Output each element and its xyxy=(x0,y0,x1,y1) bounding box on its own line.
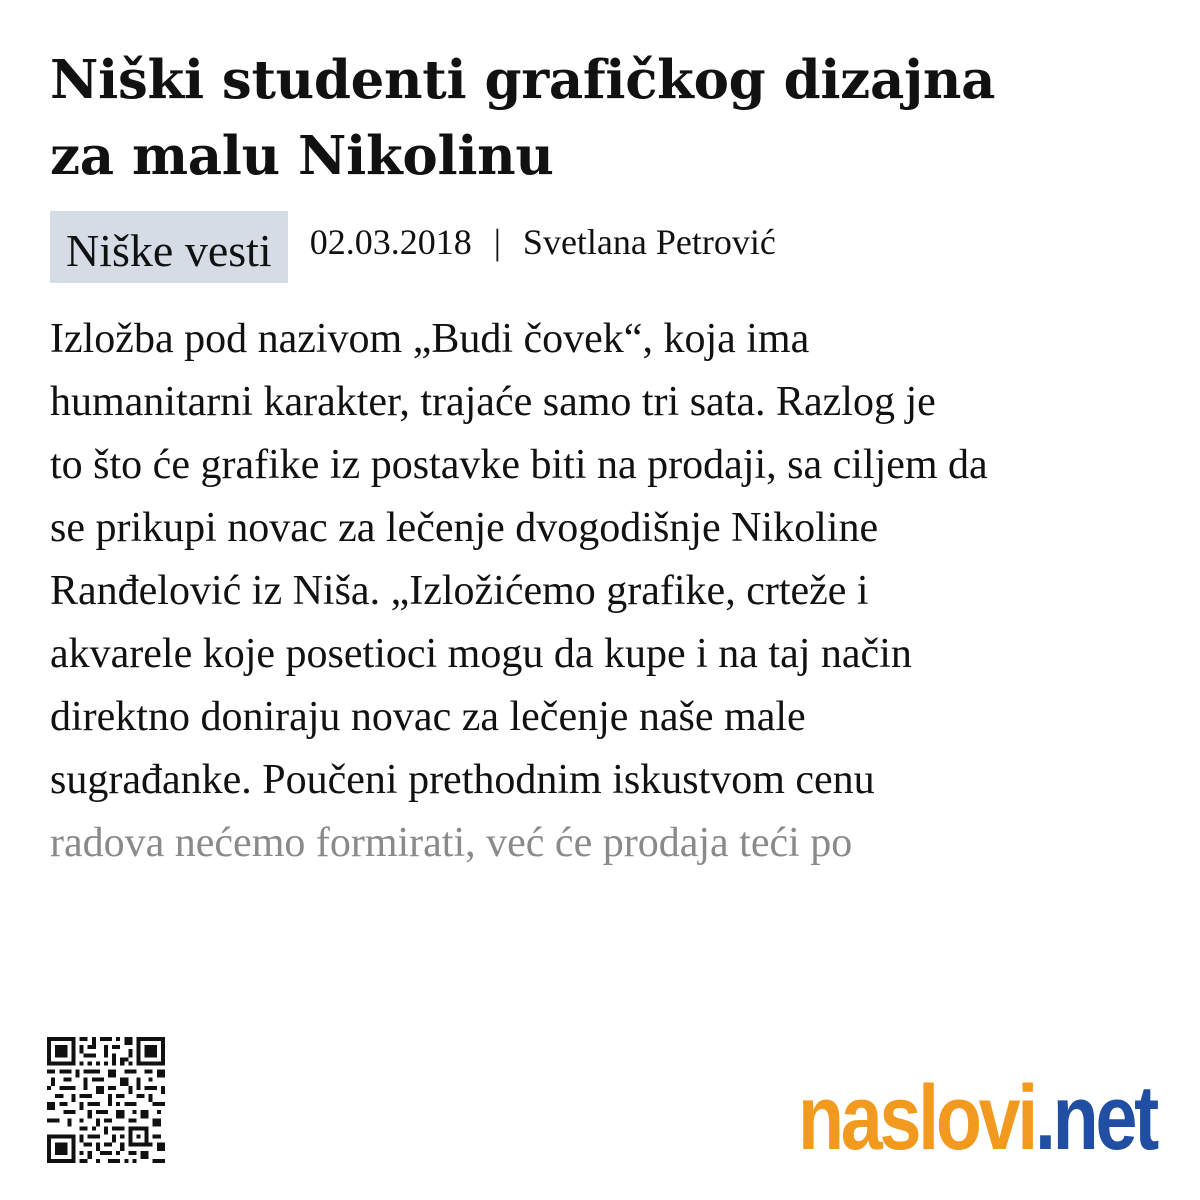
article-meta xyxy=(50,211,776,283)
article-byline xyxy=(310,221,776,263)
article-body xyxy=(50,308,1160,875)
body-line: Izložba pod nazivom „Budi čovek“, koja ima xyxy=(50,316,810,362)
logo-part-net: .net xyxy=(1034,1067,1156,1169)
logo-part-naslovi: naslovi xyxy=(798,1067,1035,1169)
article-title-line-2: za malu Nikolinu xyxy=(50,125,554,187)
body-line: direktno doniraju novac za lečenje naše male xyxy=(50,694,806,740)
body-line: se prikupi novac za lečenje dvogodišnje Nikoline xyxy=(50,505,879,551)
body-line: Ranđelović iz Niša. „Izložićemo grafike, crteže i xyxy=(50,568,869,614)
article-title xyxy=(50,42,1160,194)
meta-separator: | xyxy=(493,222,501,262)
body-line: sugrađanke. Poučeni prethodnim iskustvom cenu xyxy=(50,757,875,803)
article-date: 02.03.2018 xyxy=(309,222,472,262)
body-line: to što će grafike iz postavke biti na prodaji, sa ciljem da xyxy=(50,442,988,488)
qr-code-icon xyxy=(47,1037,165,1163)
body-line-faded: radova nećemo formirati, već će prodaja teći po xyxy=(50,820,853,866)
body-line: humanitarni karakter, trajaće samo tri sata. Razlog je xyxy=(50,379,936,425)
category-badge[interactable]: Niške vesti xyxy=(50,211,288,283)
article-author: Svetlana Petrović xyxy=(522,222,776,262)
body-line: akvarele koje posetioci mogu da kupe i na taj način xyxy=(50,631,912,677)
article-title-line-1: Niški studenti grafičkog dizajna xyxy=(50,49,996,111)
site-logo[interactable] xyxy=(798,1063,1156,1173)
